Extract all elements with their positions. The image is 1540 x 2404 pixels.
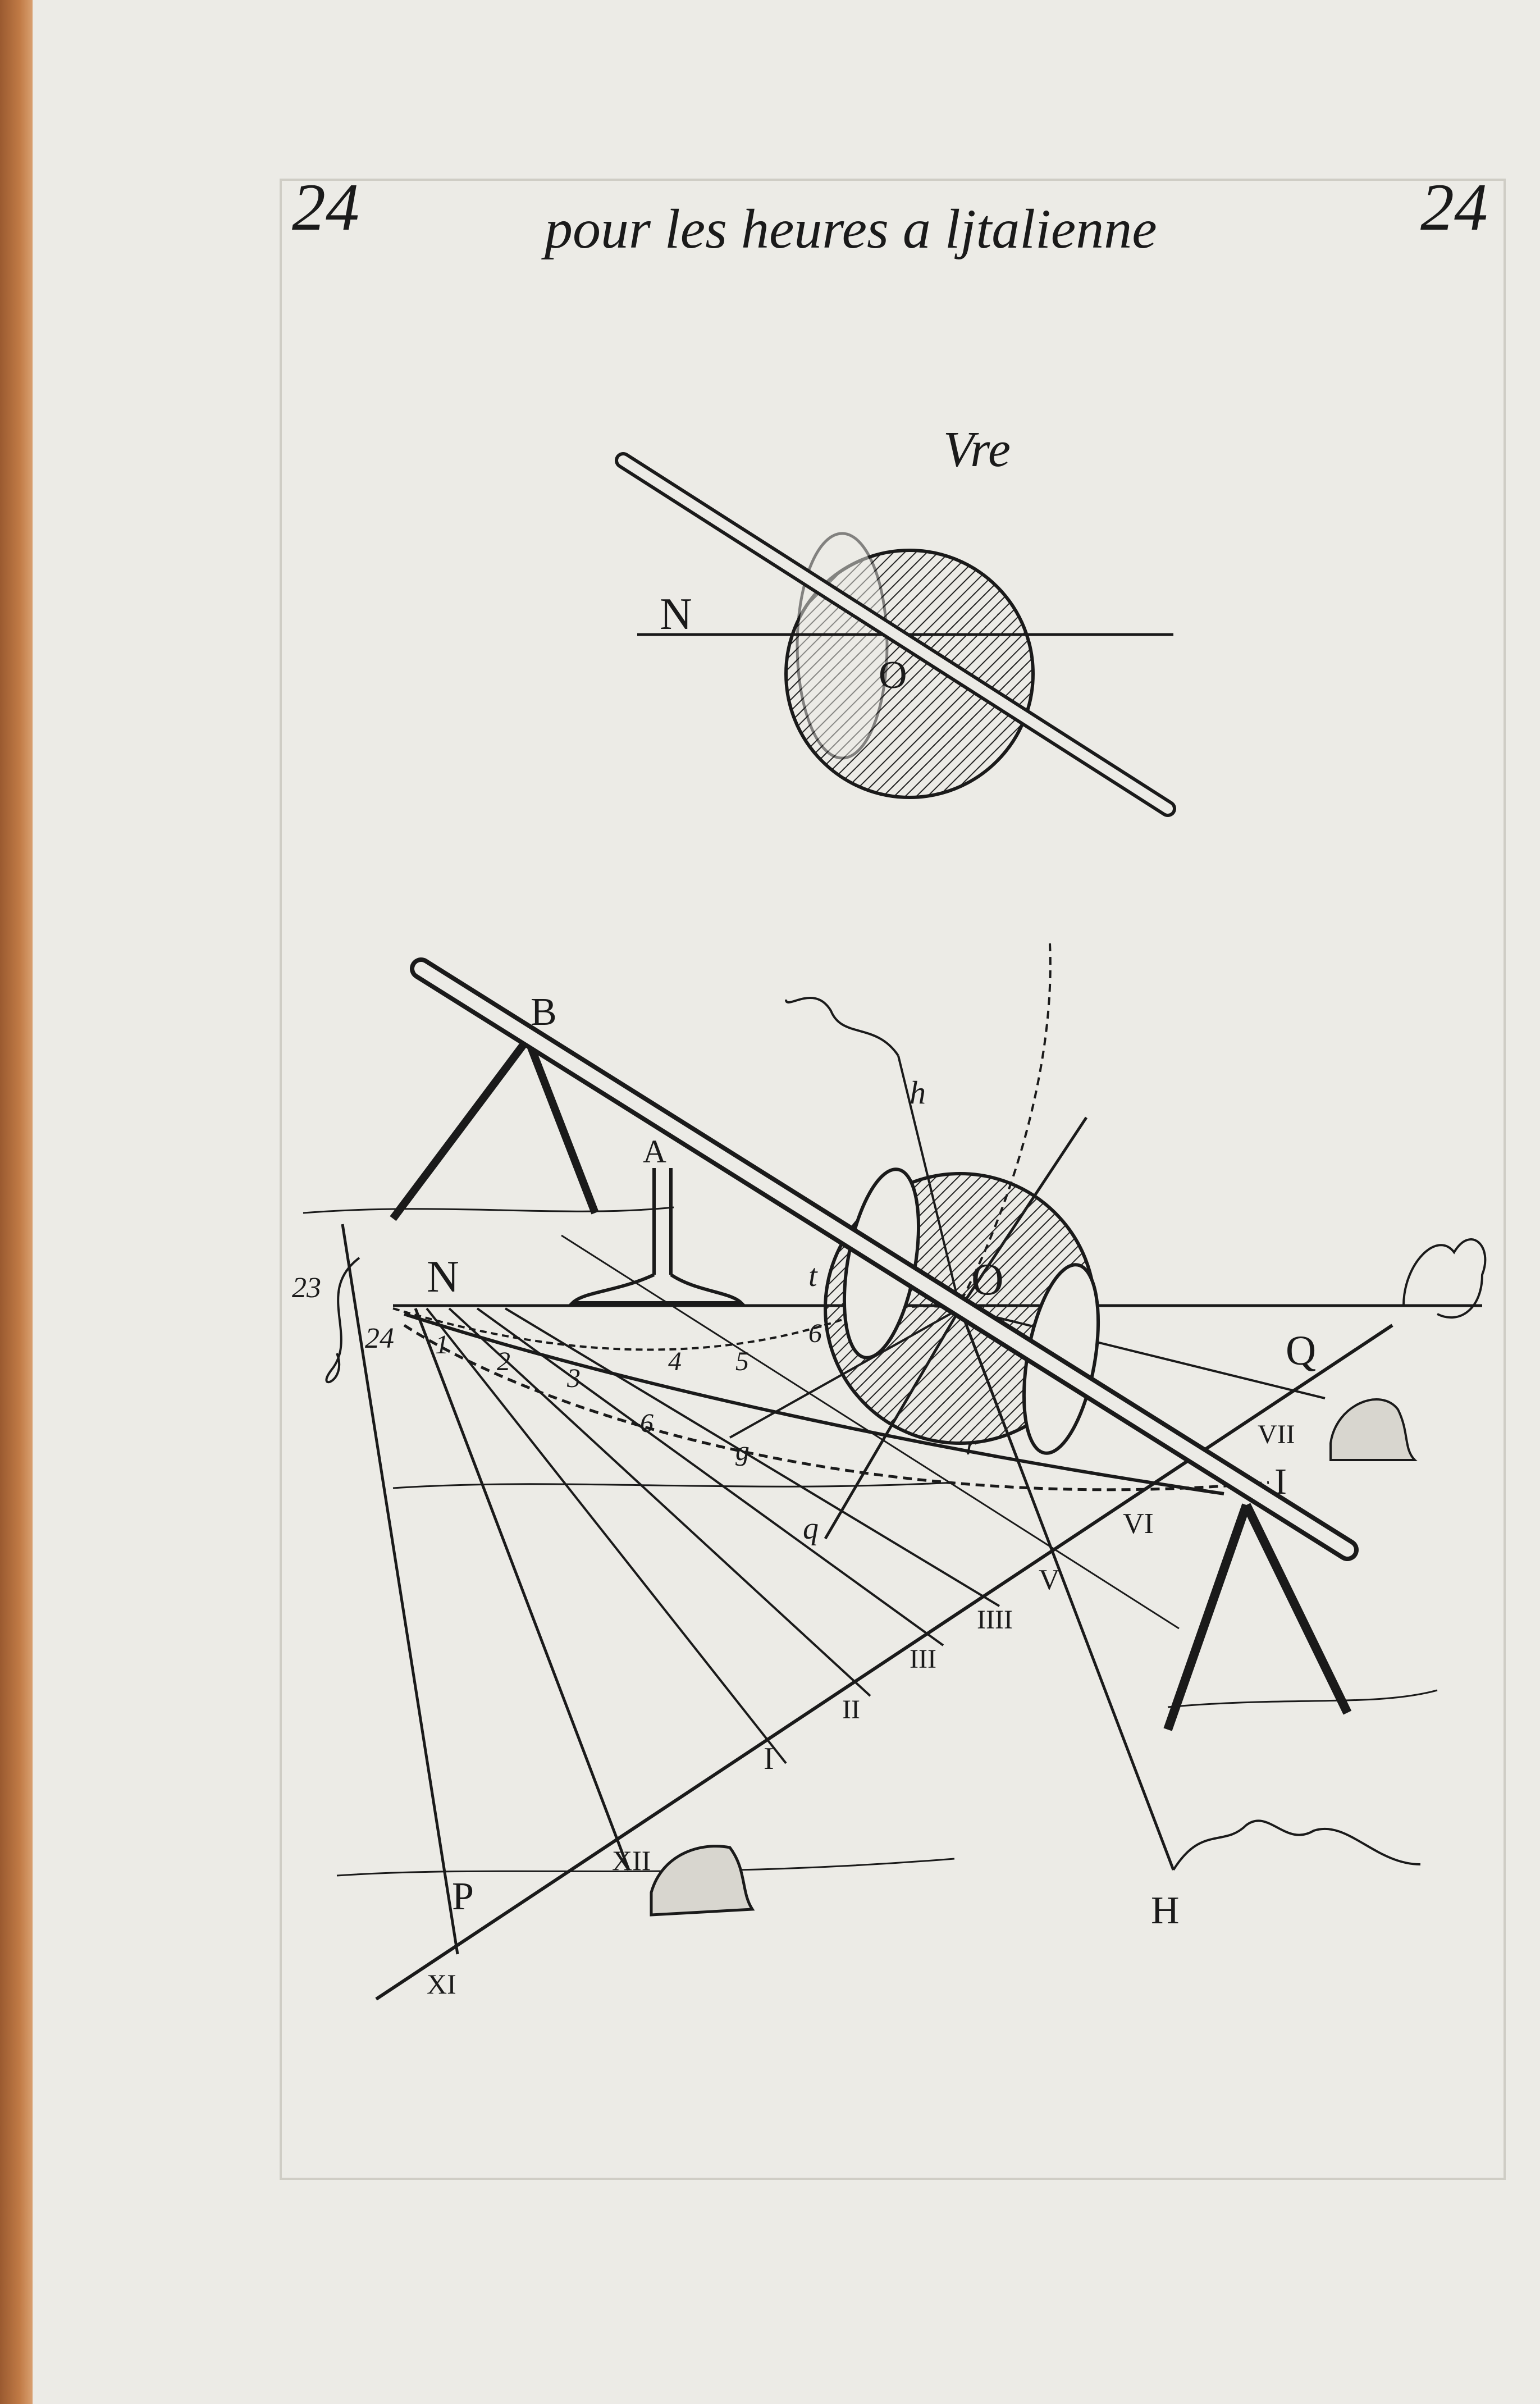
label-iii: III — [910, 1644, 936, 1674]
label-n-top: N — [660, 590, 692, 639]
label-a: A — [643, 1133, 666, 1170]
top-figure — [623, 422, 1173, 809]
label-p: P — [452, 1875, 474, 1918]
label-o-top: O — [879, 654, 907, 697]
main-figure — [303, 943, 1485, 1999]
left-stand-leg-1 — [393, 1039, 528, 1219]
label-vii: VII — [1258, 1420, 1295, 1449]
label-hour-6-upper: 6 — [808, 1319, 822, 1348]
label-xii: XII — [612, 1845, 651, 1876]
gnomon-a — [573, 1168, 741, 1303]
label-h-small: h — [910, 1074, 926, 1111]
label-i-right: I — [1274, 1461, 1287, 1502]
top-sphere-ring — [797, 533, 887, 758]
label-hour-4: 4 — [668, 1347, 682, 1376]
flourish-left — [326, 1258, 359, 1382]
running-title: pour les heures a ljtalienne — [545, 198, 1157, 260]
ground-line-1 — [303, 1207, 674, 1213]
page-number-left: 24 — [292, 170, 359, 244]
label-hour-5: 5 — [735, 1347, 749, 1376]
label-hour-1: 1 — [435, 1330, 449, 1360]
right-stand-leg-1 — [1168, 1505, 1246, 1730]
hour-ray-i — [427, 1308, 786, 1763]
label-hour-6-lower: 6 — [640, 1408, 654, 1438]
top-figure-title: Vre — [943, 422, 1011, 477]
hour-ray-ii — [449, 1308, 870, 1696]
label-ii: II — [842, 1695, 860, 1725]
ground-line-2 — [393, 1482, 954, 1488]
label-v: V — [1039, 1564, 1060, 1596]
equinoctial-line — [376, 1325, 1392, 1999]
label-23: 23 — [292, 1272, 321, 1304]
label-i-left: I — [764, 1741, 774, 1776]
label-hour-2: 2 — [497, 1347, 510, 1376]
hour-ray-xii — [415, 1308, 629, 1870]
label-hour-3: 3 — [567, 1363, 581, 1393]
stump-xii — [651, 1846, 752, 1915]
label-b: B — [531, 991, 557, 1034]
label-g: g — [735, 1435, 750, 1466]
label-xi: XI — [427, 1968, 456, 2000]
label-h-big: H — [1151, 1889, 1180, 1932]
page-number-right: 24 — [1420, 170, 1488, 244]
label-o-main: O — [971, 1255, 1004, 1304]
stump-vii — [1331, 1399, 1415, 1460]
label-q-big: Q — [1286, 1328, 1317, 1374]
label-vi: VI — [1123, 1508, 1154, 1540]
main-axis-rod-inner — [421, 969, 1347, 1550]
label-r: r — [966, 1429, 977, 1461]
label-q-small: q — [803, 1511, 819, 1546]
label-24: 24 — [365, 1322, 394, 1354]
ground-line-4 — [1168, 1690, 1437, 1707]
flourish-h-small — [786, 998, 898, 1056]
label-iiii: IIII — [977, 1605, 1013, 1635]
label-n-main: N — [427, 1252, 459, 1302]
label-t: t — [808, 1258, 817, 1293]
flourish-h — [1173, 1821, 1420, 1870]
